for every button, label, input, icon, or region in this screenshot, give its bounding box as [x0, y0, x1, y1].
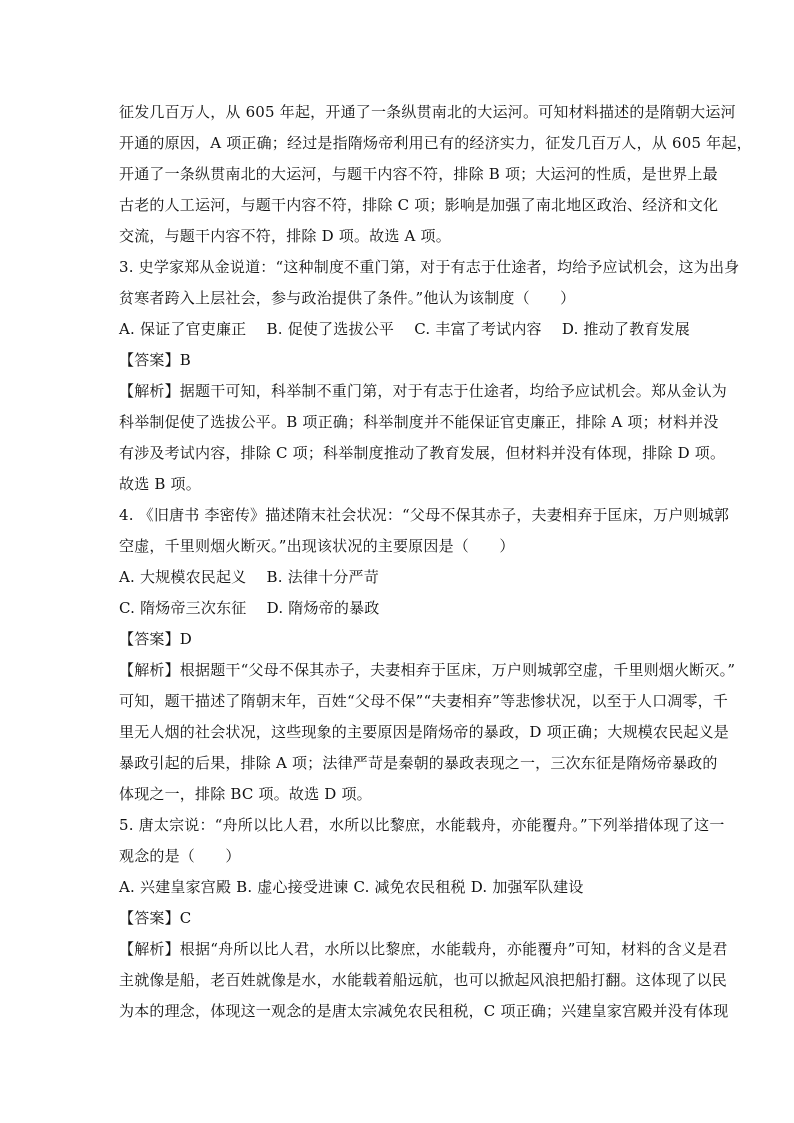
analysis-text: 可知，题干描述了隋朝末年，百姓“父母不保”“夫妻相弃”等悲惨状况，以至于人口凋零，千	[119, 692, 729, 710]
analysis-text: 里无人烟的社会状况，这些现象的主要原因是隋炀帝的暴政，D 项正确；大规模农民起义是	[119, 723, 729, 741]
text-line: 开通的原因，A 项正确；经过是指隋炀帝利用已有的经济实力，征发几百万人，从 605 年起，	[119, 134, 752, 152]
question-5-options: A. 兴建皇家宫殿 B. 虚心接受进谏 C. 减免农民租税 D. 加强军队建设	[119, 878, 584, 896]
question-3-options: A. 保证了官吏廉正 B. 促使了选拔公平 C. 丰富了考试内容 D. 推动了教育发展	[119, 320, 690, 338]
analysis-text: 有涉及考试内容，排除 C 项；科举制度推动了教育发展，但材料并没有体现，排除 D 项。	[119, 444, 726, 462]
analysis-text: 故选 B 项。	[119, 475, 201, 493]
analysis-text: 体现之一，排除 BC 项。故选 D 项。	[119, 785, 372, 803]
question-4-options: A. 大规模农民起义 B. 法律十分严苛	[119, 568, 379, 586]
question-4-stem: 4. 《旧唐书 李密传》描述隋末社会状况：“父母不保其赤子，夫妻相弃于匡床，万户则城郭	[119, 506, 730, 524]
question-5-stem: 5. 唐太宗说：“舟所以比人君，水所以比黎庶，水能载舟，亦能覆舟。”下列举措体现了这一	[119, 816, 725, 834]
question-4-stem: 空虚，千里则烟火断灭。”出现该状况的主要原因是（ ）	[119, 537, 515, 555]
analysis-text: 暴政引起的后果，排除 A 项；法律严苛是秦朝的暴政表现之一，三次东征是隋炀帝暴政的	[119, 754, 718, 772]
answer-label: 【答案】C	[119, 909, 192, 927]
analysis-text: 【解析】根据“舟所以比人君，水所以比黎庶，水能载舟，亦能覆舟”可知，材料的含义是君	[119, 940, 728, 958]
text-line: 古老的人工运河，与题干内容不符，排除 C 项；影响是加强了南北地区政治、经济和文化	[119, 196, 719, 214]
answer-label: 【答案】D	[119, 630, 193, 648]
analysis-text: 【解析】根据题干“父母不保其赤子，夫妻相弃于匡床，万户则城郭空虚，千里则烟火断灭。”	[119, 661, 736, 679]
analysis-text: 科举制促使了选拔公平。B 项正确；科举制度并不能保证官吏廉正，排除 A 项；材料并没	[119, 413, 719, 431]
question-4-options: C. 隋炀帝三次东征 D. 隋炀帝的暴政	[119, 599, 380, 617]
text-line: 征发几百万人，从 605 年起，开通了一条纵贯南北的大运河。可知材料描述的是隋朝大运河	[119, 103, 736, 121]
analysis-text: 为本的理念，体现这一观念的是唐太宗减免农民租税，C 项正确；兴建皇家宫殿并没有体现	[119, 1002, 729, 1020]
question-3-stem: 贫寒者跨入上层社会，参与政治提供了条件。”他认为该制度（ ）	[119, 289, 576, 307]
text-line: 交流，与题干内容不符，排除 D 项。故选 A 项。	[119, 227, 451, 245]
question-5-stem: 观念的是（ ）	[119, 847, 241, 865]
analysis-text: 主就像是船，老百姓就像是水，水能载着船远航，也可以掀起风浪把船打翻。这体现了以民	[119, 971, 728, 989]
text-line: 开通了一条纵贯南北的大运河，与题干内容不符，排除 B 项；大运河的性质，是世界上最	[119, 165, 718, 183]
analysis-text: 【解析】据题干可知，科举制不重门第，对于有志于仕途者，均给予应试机会。郑从金认为	[119, 382, 728, 400]
question-3-stem: 3. 史学家郑从金说道：“这种制度不重门第，对于有志于仕途者，均给予应试机会，这为出身	[119, 258, 740, 276]
answer-label: 【答案】B	[119, 351, 192, 369]
